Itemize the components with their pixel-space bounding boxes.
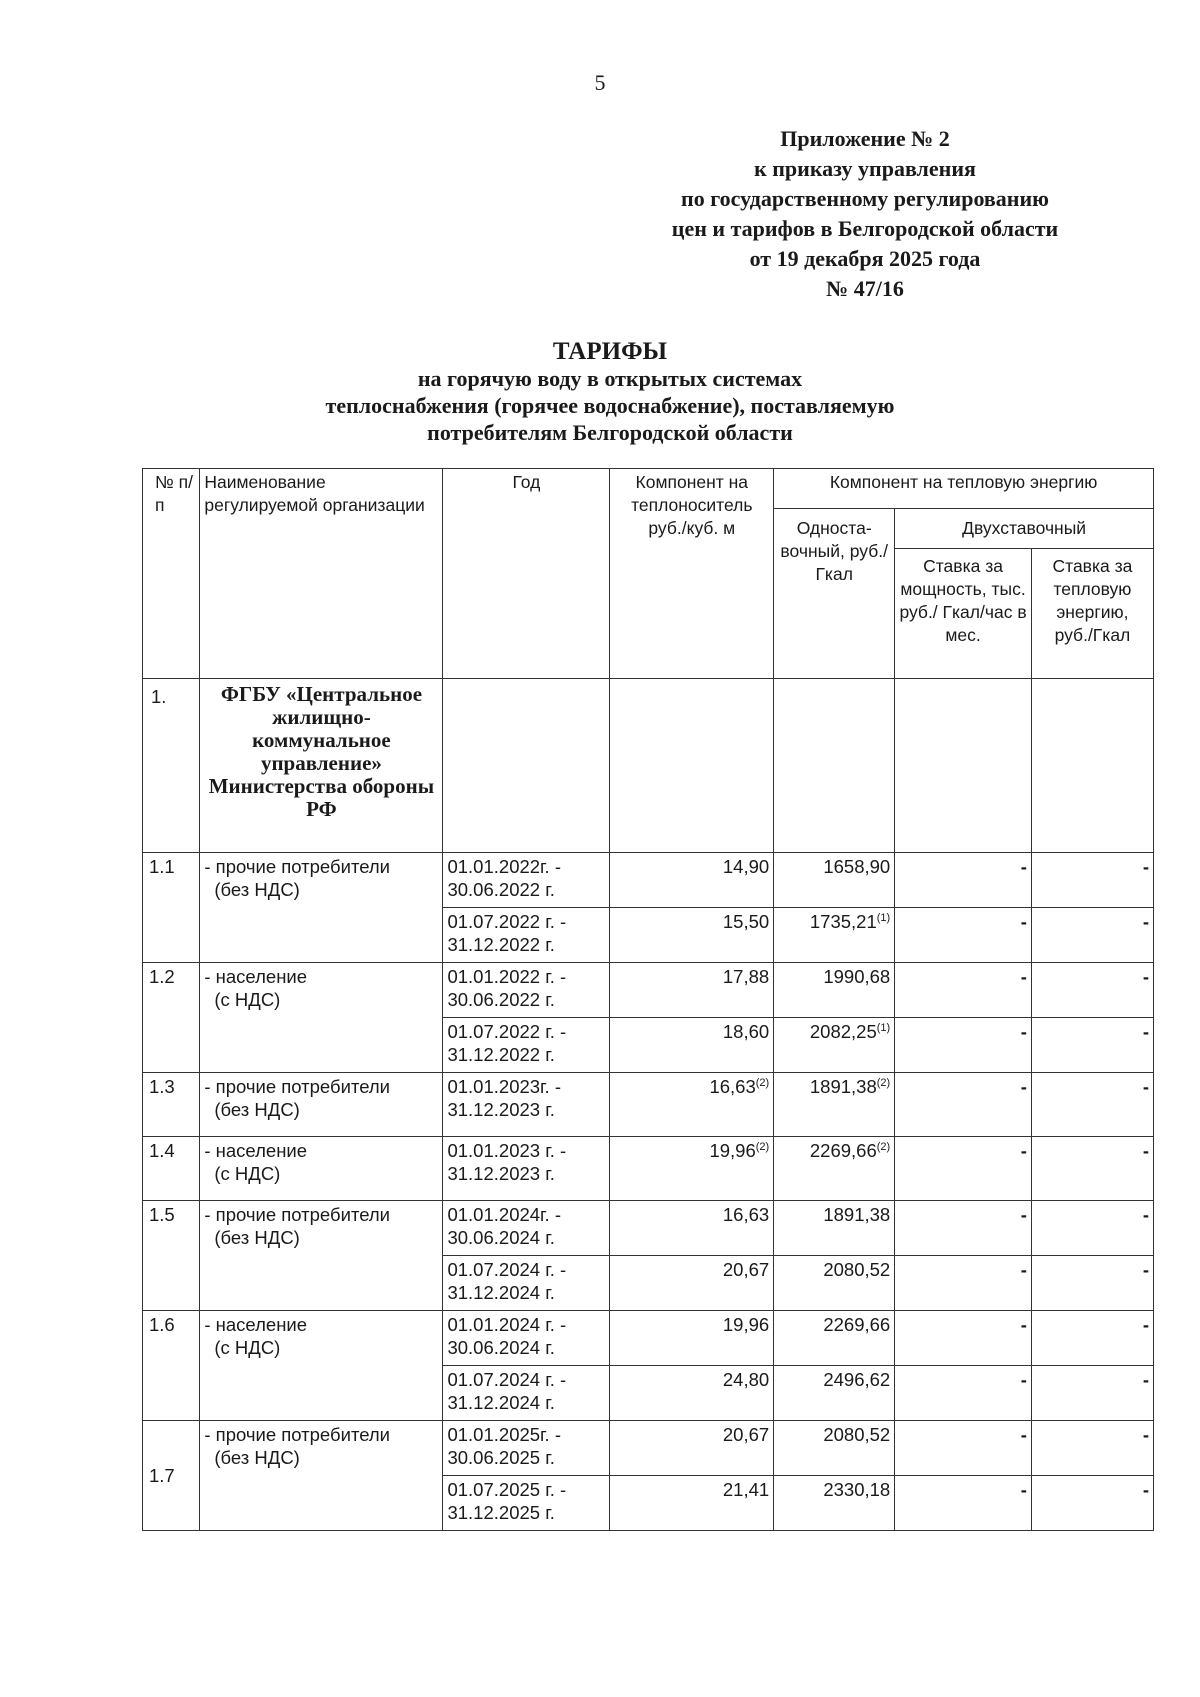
energy-rate-value: - — [1031, 963, 1153, 1018]
carrier-value — [610, 1256, 774, 1311]
document-title — [200, 338, 1020, 446]
period-line: 31.12.2024 г. — [447, 1392, 555, 1413]
period-cell — [443, 1018, 610, 1073]
period-line: 01.07.2024 г. - — [447, 1259, 567, 1280]
consumer-category — [200, 1073, 443, 1137]
footnote-mark: (2) — [755, 1076, 770, 1089]
carrier-value — [610, 1201, 774, 1256]
energy-rate-value: - — [1031, 1311, 1153, 1366]
consumer-category — [200, 1421, 443, 1531]
org-num: 1. — [143, 679, 200, 853]
carrier-value — [610, 1476, 774, 1531]
category-label: - население — [204, 1140, 308, 1161]
capacity-rate-value: - — [895, 1018, 1032, 1073]
single-rate-value — [774, 1073, 895, 1137]
period-cell — [443, 853, 610, 908]
consumer-category — [200, 853, 443, 963]
tariffs-table — [142, 468, 1154, 1531]
period-line: 31.12.2023 г. — [447, 1099, 555, 1120]
footnote-mark: (1) — [876, 911, 891, 924]
footnote-mark: (2) — [755, 1140, 770, 1153]
period-cell — [443, 1073, 610, 1137]
period-cell — [443, 963, 610, 1018]
appendix-header — [620, 124, 1110, 304]
energy-rate-value: - — [1031, 1366, 1153, 1421]
period-line: 30.06.2025 г. — [447, 1447, 555, 1468]
single-rate-value — [774, 1476, 895, 1531]
carrier-value — [610, 1366, 774, 1421]
header-capacity: Ставка за мощность, тыс. руб./ Гкал/час в мес. — [895, 549, 1032, 679]
period-line: 01.07.2024 г. - — [447, 1369, 567, 1390]
carrier-value-number: 21,41 — [722, 1479, 770, 1500]
single-rate-value-number: 2496,62 — [823, 1369, 891, 1390]
title-line: на горячую воду в открытых системах — [417, 366, 803, 391]
single-rate-value-number: 2269,66 — [809, 1140, 877, 1161]
capacity-rate-value: - — [895, 1421, 1032, 1476]
energy-rate-value: - — [1031, 1421, 1153, 1476]
carrier-value — [610, 963, 774, 1018]
consumer-category — [200, 963, 443, 1073]
category-label: - население — [204, 966, 308, 987]
period-cell — [443, 1256, 610, 1311]
footnote-mark: (1) — [876, 1021, 891, 1034]
carrier-value — [610, 853, 774, 908]
footnote-mark: (2) — [876, 1140, 891, 1153]
period-line: 01.01.2022г. - — [447, 856, 561, 877]
period-line: 01.01.2023г. - — [447, 1076, 561, 1097]
single-rate-value — [774, 1018, 895, 1073]
carrier-value-number: 19,96 — [709, 1140, 756, 1161]
single-rate-value — [774, 1201, 895, 1256]
table-row — [143, 1137, 1154, 1201]
single-rate-value — [774, 1421, 895, 1476]
carrier-value-number: 24,80 — [722, 1369, 770, 1390]
carrier-value-number: 17,88 — [722, 966, 770, 987]
carrier-value-number: 15,50 — [722, 911, 770, 932]
period-line: 31.12.2024 г. — [447, 1282, 555, 1303]
carrier-value — [610, 1073, 774, 1137]
period-cell — [443, 1366, 610, 1421]
single-rate-value — [774, 963, 895, 1018]
appendix-line: Приложение № 2 — [780, 126, 950, 151]
single-rate-value-number: 2080,52 — [823, 1259, 891, 1280]
appendix-line: по государственному регулированию — [681, 186, 1049, 211]
table-row — [143, 1311, 1154, 1366]
row-number: 1.5 — [143, 1201, 200, 1311]
capacity-rate-value: - — [895, 1137, 1032, 1201]
header-heat: Компонент на тепловую энергию — [774, 469, 1154, 509]
single-rate-value — [774, 908, 895, 963]
category-label: - прочие потребители — [204, 1076, 391, 1097]
energy-rate-value: - — [1031, 1256, 1153, 1311]
category-label: - прочие потребители — [204, 1424, 391, 1445]
appendix-line: к приказу управления — [754, 156, 976, 181]
capacity-rate-value: - — [895, 908, 1032, 963]
period-line: 01.01.2023 г. - — [447, 1140, 567, 1161]
category-label: - население — [204, 1314, 308, 1335]
period-cell — [443, 1476, 610, 1531]
title-main: ТАРИФЫ — [552, 338, 668, 365]
header-num: № п/п — [143, 469, 200, 679]
carrier-value-number: 16,63 — [709, 1076, 756, 1097]
period-line: 01.07.2022 г. - — [447, 1021, 567, 1042]
appendix-line: № 47/16 — [826, 276, 904, 301]
carrier-value — [610, 908, 774, 963]
single-rate-value-number: 1990,68 — [823, 966, 891, 987]
single-rate-value — [774, 853, 895, 908]
single-rate-value-number: 1891,38 — [823, 1204, 891, 1225]
capacity-rate-value: - — [895, 1366, 1032, 1421]
tax-note: (без НДС) — [214, 879, 300, 900]
carrier-value — [610, 1421, 774, 1476]
consumer-category — [200, 1137, 443, 1201]
carrier-value-number: 18,60 — [722, 1021, 770, 1042]
energy-rate-value: - — [1031, 1018, 1153, 1073]
period-line: 30.06.2022 г. — [447, 989, 555, 1010]
row-number: 1.1 — [143, 853, 200, 963]
consumer-category — [200, 1201, 443, 1311]
single-rate-value-number: 1735,21 — [809, 911, 877, 932]
single-rate-value-number: 2080,52 — [823, 1424, 891, 1445]
period-line: 01.07.2022 г. - — [447, 911, 567, 932]
row-number: 1.7 — [143, 1421, 200, 1531]
carrier-value-number: 19,96 — [722, 1314, 770, 1335]
header-org: Наименование регулируемой организации — [200, 469, 443, 679]
appendix-line: от 19 декабря 2025 года — [749, 246, 981, 271]
single-rate-value-number: 1658,90 — [823, 856, 891, 877]
tax-note: (с НДС) — [214, 989, 281, 1010]
tax-note: (без НДС) — [214, 1447, 300, 1468]
category-label: - прочие потребители — [204, 856, 391, 877]
org-row — [143, 679, 1154, 853]
period-line: 01.01.2022 г. - — [447, 966, 567, 987]
capacity-rate-value: - — [895, 1311, 1032, 1366]
single-rate-value-number: 2269,66 — [823, 1314, 891, 1335]
energy-rate-value: - — [1031, 1137, 1153, 1201]
tax-note: (без НДС) — [214, 1227, 300, 1248]
single-rate-value — [774, 1366, 895, 1421]
energy-rate-value: - — [1031, 908, 1153, 963]
period-cell — [443, 908, 610, 963]
table-row — [143, 1073, 1154, 1137]
period-line: 31.12.2022 г. — [447, 1044, 555, 1065]
page-number: 5 — [594, 70, 606, 95]
carrier-value — [610, 1018, 774, 1073]
energy-rate-value: - — [1031, 853, 1153, 908]
row-number: 1.2 — [143, 963, 200, 1073]
row-number: 1.3 — [143, 1073, 200, 1137]
table-row — [143, 1201, 1154, 1256]
tax-note: (без НДС) — [214, 1099, 300, 1120]
period-cell — [443, 1137, 610, 1201]
single-rate-value — [774, 1311, 895, 1366]
carrier-value — [610, 1311, 774, 1366]
period-line: 31.12.2025 г. — [447, 1502, 555, 1523]
energy-rate-value: - — [1031, 1476, 1153, 1531]
period-line: 01.01.2024 г. - — [447, 1314, 567, 1335]
period-line: 01.01.2024г. - — [447, 1204, 561, 1225]
single-rate-value — [774, 1256, 895, 1311]
capacity-rate-value: - — [895, 1256, 1032, 1311]
period-line: 01.07.2025 г. - — [447, 1479, 567, 1500]
category-label: - прочие потребители — [204, 1204, 391, 1225]
header-carrier: Компонент на теплоноситель руб./куб. м — [610, 469, 774, 679]
capacity-rate-value: - — [895, 1201, 1032, 1256]
capacity-rate-value: - — [895, 1476, 1032, 1531]
org-name: ФГБУ «Центральное жилищно-коммунальное управление» Министерства обороны РФ — [200, 679, 443, 853]
single-rate-value-number: 2082,25 — [809, 1021, 877, 1042]
energy-rate-value: - — [1031, 1201, 1153, 1256]
single-rate-value-number: 2330,18 — [823, 1479, 891, 1500]
carrier-value-number: 20,67 — [722, 1424, 770, 1445]
title-line: потребителям Белгородской области — [427, 420, 793, 445]
energy-rate-value: - — [1031, 1073, 1153, 1137]
period-line: 31.12.2023 г. — [447, 1163, 555, 1184]
title-line: теплоснабжения (горячее водоснабжение), поставляемую — [325, 393, 895, 418]
carrier-value-number: 20,67 — [722, 1259, 770, 1280]
table-row — [143, 853, 1154, 908]
period-cell — [443, 1311, 610, 1366]
footnote-mark: (2) — [876, 1076, 891, 1089]
period-line: 30.06.2024 г. — [447, 1227, 555, 1248]
period-line: 30.06.2024 г. — [447, 1337, 555, 1358]
tax-note: (с НДС) — [214, 1337, 281, 1358]
carrier-value-number: 14,90 — [722, 856, 770, 877]
header-energy: Ставка за тепловую энергию, руб./Гкал — [1031, 549, 1153, 679]
tax-note: (с НДС) — [214, 1163, 281, 1184]
table-row — [143, 1421, 1154, 1476]
period-line: 31.12.2022 г. — [447, 934, 555, 955]
capacity-rate-value: - — [895, 963, 1032, 1018]
header-double: Двухставочный — [895, 509, 1154, 549]
appendix-line: цен и тарифов в Белгородской области — [671, 216, 1059, 241]
period-cell — [443, 1421, 610, 1476]
single-rate-value-number: 1891,38 — [809, 1076, 877, 1097]
header-single: Односта-вочный, руб./Гкал — [774, 509, 895, 679]
table-body — [143, 679, 1154, 1531]
row-number: 1.4 — [143, 1137, 200, 1201]
table-row — [143, 963, 1154, 1018]
capacity-rate-value: - — [895, 1073, 1032, 1137]
header-year: Год — [443, 469, 610, 679]
consumer-category — [200, 1311, 443, 1421]
period-cell — [443, 1201, 610, 1256]
carrier-value-number: 16,63 — [722, 1204, 770, 1225]
period-line: 01.01.2025г. - — [447, 1424, 561, 1445]
carrier-value — [610, 1137, 774, 1201]
period-line: 30.06.2022 г. — [447, 879, 555, 900]
row-number: 1.6 — [143, 1311, 200, 1421]
capacity-rate-value: - — [895, 853, 1032, 908]
single-rate-value — [774, 1137, 895, 1201]
